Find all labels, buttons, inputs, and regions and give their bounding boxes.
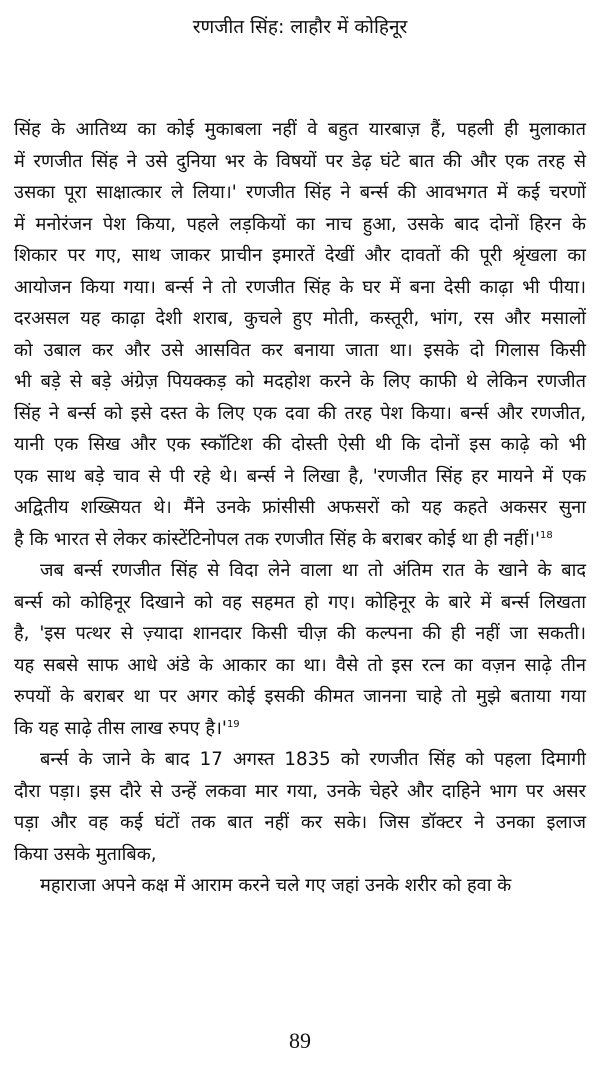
text-line: है कि भारत से लेकर कांस्टेंटिनोपल तक रणजीत सिंह के बराबर कोई था ही नहीं।': [14, 528, 541, 550]
text-line: कि यह साढ़े तीस लाख रुपए है।': [14, 717, 227, 739]
quote-start-line: महाराजा अपने कक्ष में आराम करने चले गए जहां उनके शरीर को हवा के: [40, 875, 512, 896]
text-line: सिंह के आतिथ्य का कोई मुकाबला नहीं वे बहुत यारबाज़ हैं, पहली ही मुलाकात: [14, 119, 586, 140]
text-line-with-footnote: [14, 524, 586, 556]
page-number: 89: [289, 1028, 311, 1053]
text-line: दरअसल यह काढ़ा देशी शराब, कुचले हुए मोती, कस्तूरी, भांग, रस और मसालों: [14, 308, 586, 329]
text-line: में रणजीत सिंह ने उसे दुनिया भर के विषयों पर डेढ़ घंटे बात की और एक तरह से: [14, 150, 586, 172]
text-line: सिंह ने बर्न्स को इसे दस्त के लिए एक दवा की तरह पेश किया। बर्न्स और रणजीत,: [14, 402, 586, 424]
text-line: है, 'इस पत्थर से ज़्यादा शानदार किसी चीज़ की कल्पना की ही नहीं जा सकती।: [14, 623, 586, 644]
text-line: पड़ा और वह कई घंटों तक बात नहीं कर सके। जिस डॉक्टर ने उनका इलाज: [14, 812, 586, 833]
text-line: शिकार पर गए, साथ जाकर प्राचीन इमारतें देखीं और दावतों की पूरी श्रृंखला का: [14, 245, 586, 266]
text-line: एक साथ बड़े चाव से पी रहे थे। बर्न्स ने लिखा है, 'रणजीत सिंह हर मायने में एक: [14, 465, 586, 487]
text-line: बर्न्स को कोहिनूर दिखाने को वह सहमत हो गए। कोहिनूर के बारे में बर्न्स लिखता: [14, 591, 586, 613]
text-line-with-footnote: [14, 713, 586, 745]
paragraph-start-line: जब बर्न्स रणजीत सिंह से विदा लेने वाला था तो अंतिम रात के खाने के बाद: [40, 560, 586, 581]
text-line: दौरा पड़ा। इस दौरे से उन्हें लकवा मार गया, उनके चेहरे और दाहिने भाग पर असर: [14, 780, 586, 802]
text-line: यानी एक सिख और एक स्कॉटिश की दोस्ती ऐसी थी कि दोनों इस काढ़े को भी: [14, 434, 586, 455]
running-head: रणजीत सिंह: लाहौर में कोहिनूर: [192, 16, 408, 38]
text-line: भी बड़े से बड़े अंग्रेज़ पियक्कड़ को मदहोश करने के लिए काफी थे लेकिन रणजीत: [14, 371, 586, 392]
text-line: किया उसके मुताबिक,: [14, 843, 157, 865]
text-line: में मनोरंजन पेश किया, पहले लड़कियों का नाच हुआ, उसके बाद दोनों हिरन के: [14, 213, 586, 235]
paragraph-start-line: बर्न्स के जाने के बाद 17 अगस्त 1835 को रणजीत सिंह को पहला दिमागी: [40, 749, 586, 770]
text-line: रुपयों के बराबर था पर अगर कोई इसकी कीमत जानना चाहे तो मुझे बताया गया: [14, 686, 586, 707]
body-text: [14, 114, 586, 902]
text-line: यह सबसे साफ आधे अंडे के आकार का था। वैसे तो इस रत्न का वज़न साढ़े तीन: [14, 654, 586, 676]
footnote-ref-18: 18: [540, 529, 553, 541]
text-line: उसका पूरा साक्षात्कार ले लिया।' रणजीत सिंह ने बर्न्स की आवभगत में कई चरणों: [14, 182, 586, 203]
text-line: को उबाल कर और उसे आसवित कर बनाया जाता था। इसके दो गिलास किसी: [14, 339, 586, 361]
text-line: अद्वितीय शख्सियत थे। मैंने उनके फ्रांसीसी अफसरों को यह कहते अकसर सुना: [14, 497, 586, 518]
text-line: आयोजन किया गया। बर्न्स ने तो रणजीत सिंह के घर में बना देसी काढ़ा भी पीया।: [14, 276, 586, 298]
footnote-ref-19: 19: [226, 718, 240, 730]
